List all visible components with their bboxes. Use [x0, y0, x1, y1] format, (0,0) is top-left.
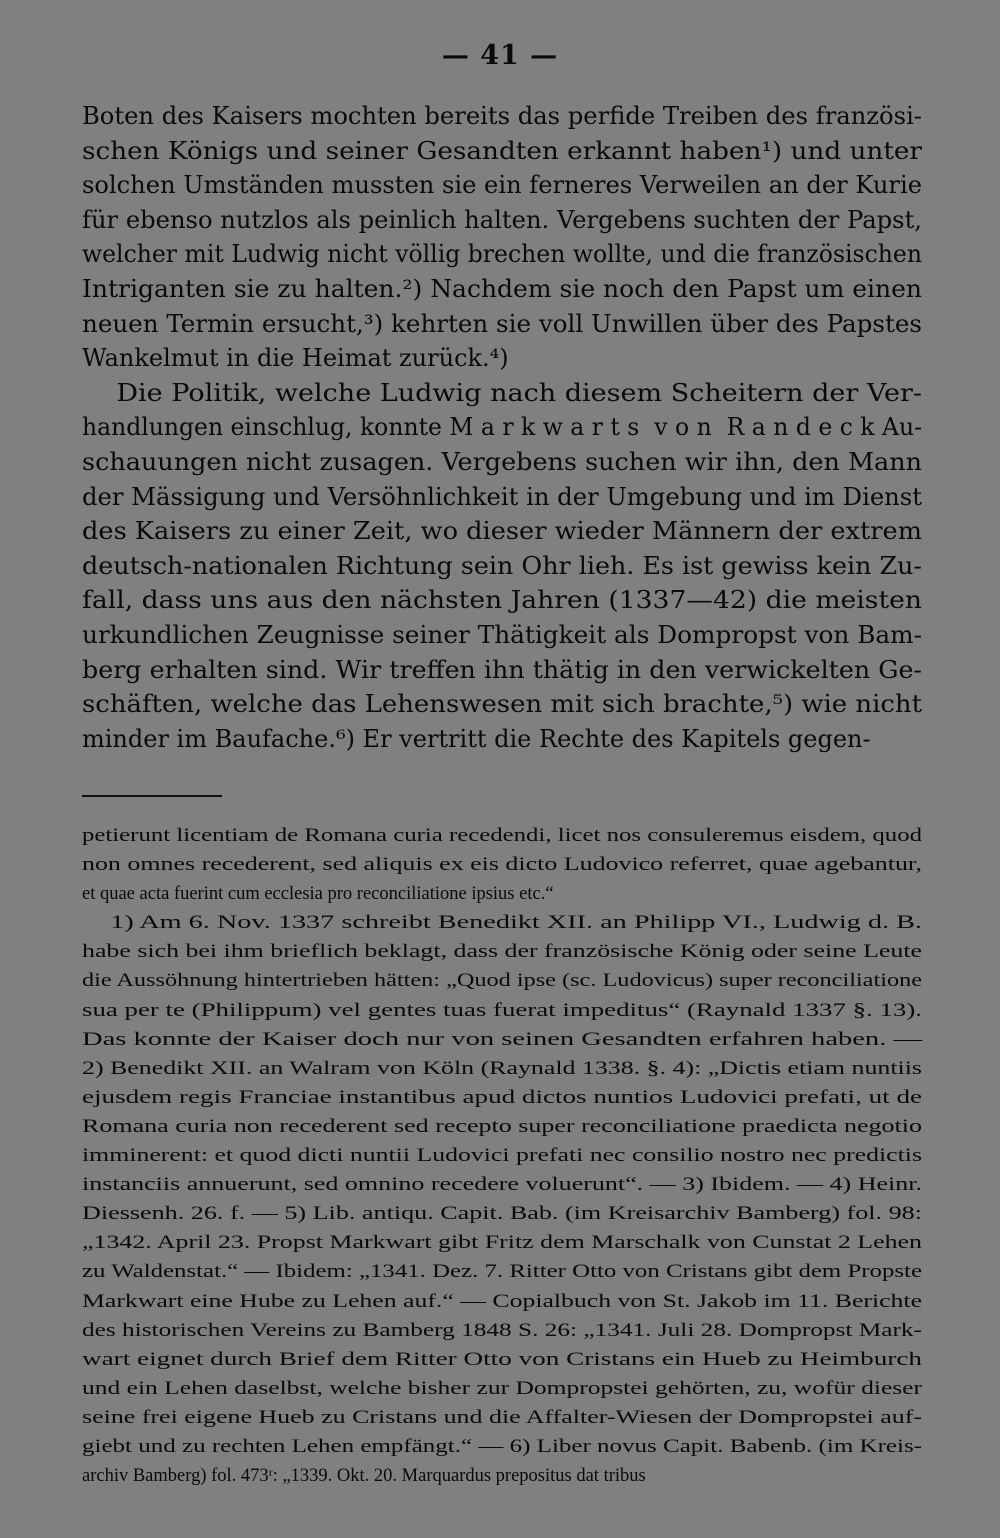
footnote-line: Diessenh. 26. f. — 5) Lib. antiqu. Capit. Bab. (im Kreisarchiv Bamberg) fol. 98: — [82, 1204, 923, 1225]
main-line: Intriganten sie zu halten.²) Nachdem sie noch den Papst um einen — [82, 274, 923, 303]
footnote-line: des historischen Vereins zu Bamberg 1848 S. 26: „1341. Juli 28. Dompropst Mark- — [82, 1320, 922, 1341]
footnote-line: die Aussöhnung hintertrieben hätten: „Quod ipse (sc. Ludovicus) super reconciliatione — [82, 971, 922, 992]
footnote-line: und ein Lehen daselbst, welche bisher zur Dompropstei gehörten, zu, wofür dieser — [82, 1378, 922, 1399]
main-line: Die Politik, welche Ludwig nach diesem Scheitern der Ver- — [82, 378, 922, 407]
footnote-line: „1342. April 23. Propst Markwart gibt Fritz dem Marschalk von Cunstat 2 Lehen — [82, 1233, 922, 1254]
main-line: der Mässigung und Versöhnlichkeit in der Umgebung und im Dienst — [82, 482, 922, 511]
main-line: neuen Termin ersucht,³) kehrten sie voll Unwillen über des Papstes — [82, 309, 922, 338]
footnote-line: 1) Am 6. Nov. 1337 schreibt Benedikt XII. an Philipp VI., Ludwig d. B. — [82, 913, 922, 934]
footnote-line: habe sich bei ihm brieflich beklagt, dass der französische König oder seine Leute — [82, 942, 922, 963]
main-line: des Kaisers zu einer Zeit, wo dieser wieder Männern der extrem — [82, 517, 922, 546]
footnote-line: seine frei eigene Hueb zu Cristans und die Affalter-Wiesen der Dompropstei auf- — [82, 1407, 922, 1428]
footnote-line: instanciis annuerunt, sed omnino recedere voluerunt“. — 3) Ibidem. — 4) Heinr. — [82, 1175, 922, 1196]
main-line: schauungen nicht zusagen. Vergebens suchen wir ihn, den Mann — [82, 447, 923, 476]
main-line: handlungen einschlug, konnte M a r k w a r t s v o n R a n d e c k Au- — [82, 413, 922, 442]
footnote-line: sua per te (Philippum) vel gentes tuas fuerat impeditus“ (Raynald 1337 §. 13). — [82, 1000, 922, 1021]
footnote-line: imminerent: et quod dicti nuntii Ludovici prefati nec consilio nostro nec predictis — [82, 1146, 922, 1167]
footnotes — [82, 822, 922, 1491]
footnote-line: et quae acta fuerint cum ecclesia pro reconciliatione ipsius etc.“ — [82, 884, 554, 905]
footnote-line: archiv Bamberg) fol. 473ʳ: „1339. Okt. 20. Marquardus prepositus dat tribus — [82, 1466, 646, 1487]
footnote-line: Markwart eine Hube zu Lehen auf.“ — Copialbuch von St. Jakob im 11. Berichte — [82, 1291, 922, 1312]
footnote-separator — [82, 795, 222, 797]
main-line: solchen Umständen mussten sie ein ferneres Verweilen an der Kurie — [82, 171, 923, 200]
main-line: schäften, welche das Lehenswesen mit sich brachte,⁵) wie nicht — [82, 690, 922, 719]
footnote-line: non omnes recederent, sed aliquis ex eis dicto Ludovico referret, quae agebantur, — [82, 855, 922, 876]
footnote-line: ejusdem regis Franciae instantibus apud dictos nuntios Ludovici prefati, ut de — [82, 1087, 922, 1108]
main-line: schen Königs und seiner Gesandten erkannt haben¹) und unter — [82, 136, 923, 165]
footnote-line: 2) Benedikt XII. an Walram von Köln (Raynald 1338. §. 4): „Dictis etiam nuntiis — [82, 1058, 922, 1079]
main-line: Boten des Kaisers mochten bereits das perfide Treiben des französi- — [82, 102, 923, 130]
footnote-line: Romana curia non recederent sed recepto super reconciliatione praedicta negotio — [82, 1116, 922, 1137]
footnote-line: zu Waldenstat.“ — Ibidem: „1341. Dez. 7. Ritter Otto von Cristans gibt dem Propste — [82, 1262, 922, 1283]
main-line: welcher mit Ludwig nicht völlig brechen wollte, und die französischen — [82, 240, 922, 269]
main-line: deutsch-nationalen Richtung sein Ohr lieh. Es ist gewiss kein Zu- — [82, 551, 922, 580]
footnote-line: Das konnte der Kaiser doch nur von seinen Gesandten erfahren haben. — — [82, 1029, 922, 1050]
main-line: Wankelmut in die Heimat zurück.⁴) — [82, 344, 509, 373]
main-line: berg erhalten sind. Wir treffen ihn thätig in den verwickelten Ge- — [82, 655, 922, 684]
main-line: für ebenso nutzlos als peinlich halten. Vergebens suchten der Papst, — [82, 205, 922, 234]
main-text — [82, 99, 922, 756]
page-number: — 41 — — [441, 40, 559, 71]
footnote-line: petierunt licentiam de Romana curia recedendi, licet nos consuleremus eisdem, quod — [82, 826, 923, 846]
main-line: minder im Baufache.⁶) Er vertritt die Rechte des Kapitels gegen- — [82, 724, 871, 753]
main-line: urkundlichen Zeugnisse seiner Thätigkeit als Dompropst von Bam- — [82, 620, 922, 649]
main-line: fall, dass uns aus den nächsten Jahren (1337—42) die meisten — [82, 586, 922, 615]
footnote-line: giebt und zu rechten Lehen empfängt.“ — 6) Liber novus Capit. Babenb. (im Kreis- — [82, 1436, 922, 1457]
footnote-line: wart eignet durch Brief dem Ritter Otto von Cristans ein Hueb zu Heimburch — [82, 1349, 922, 1370]
